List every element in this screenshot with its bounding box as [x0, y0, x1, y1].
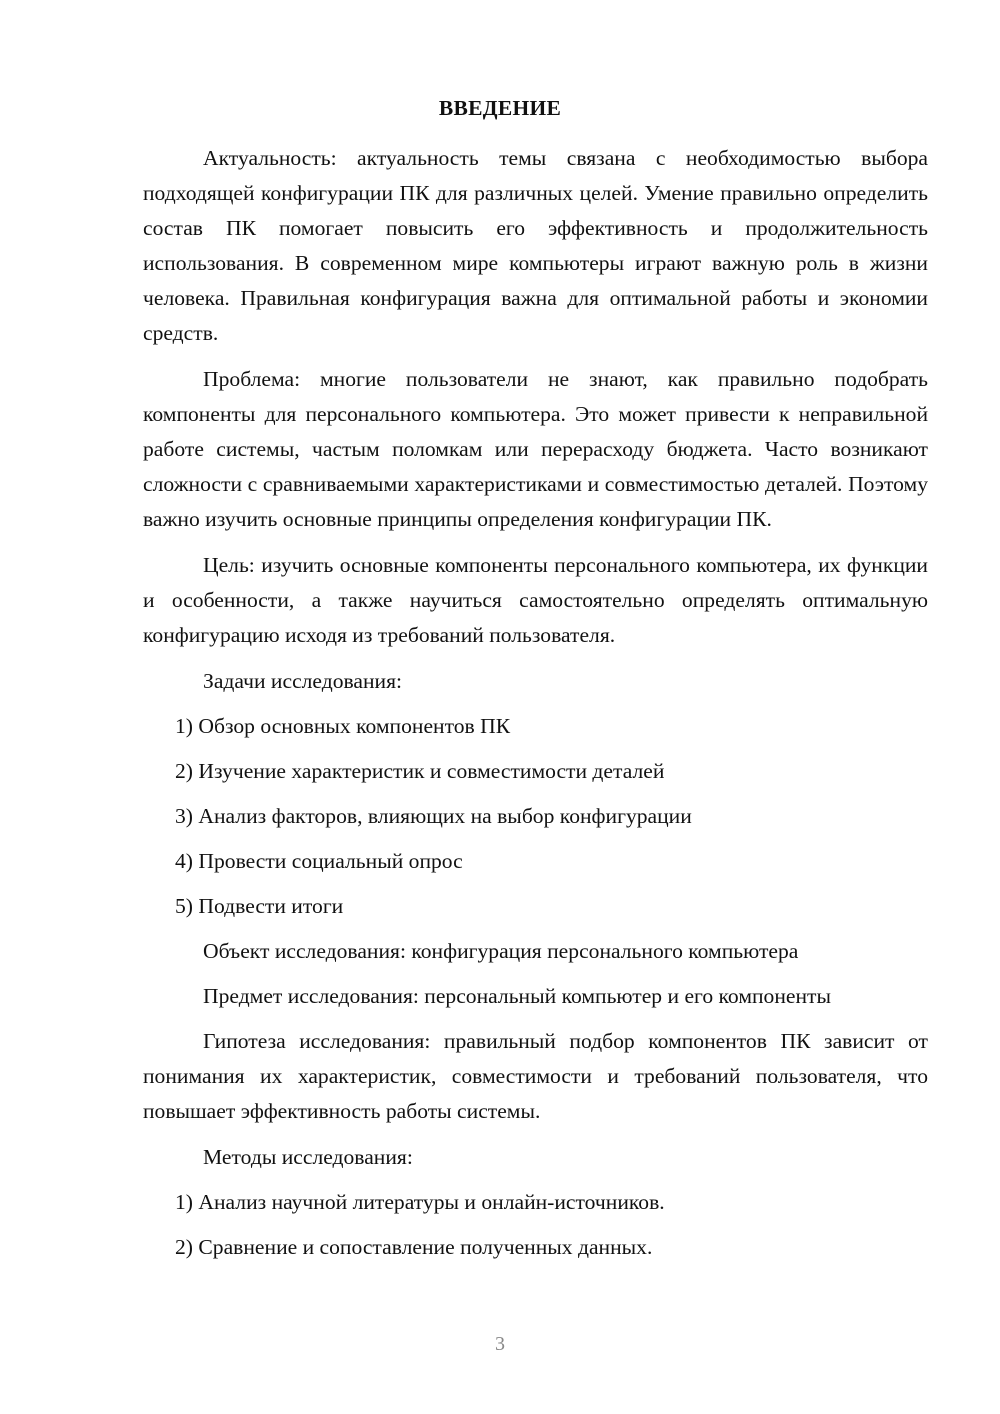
research-subject: Предмет исследования: персональный компьютер и его компоненты	[203, 984, 831, 1008]
goal-paragraph: Цель: изучить основные компоненты персонального компьютера, их функции и особенности, а также научиться самостоятельно определять оптимальную конфигурацию исходя из требований пользователя.	[143, 553, 928, 647]
problem-paragraph: Проблема: многие пользователи не знают, как правильно подобрать компоненты для персонального компьютера. Это может привести к неправильной работе системы, частым поломкам или перерасходу бюджета. Часто возникают сложности с сравниваемыми характеристиками и совместимостью деталей. Поэтому важно изучить основные принципы определения конфигурации ПК.	[143, 367, 928, 531]
method-item-2: 2) Сравнение и сопоставление полученных данных.	[175, 1235, 653, 1259]
page-number: 3	[495, 1333, 505, 1355]
task-item-5: 5) Подвести итоги	[175, 894, 344, 918]
task-item-1: 1) Обзор основных компонентов ПК	[175, 714, 511, 738]
methods-heading: Методы исследования:	[203, 1145, 413, 1169]
method-item-1: 1) Анализ научной литературы и онлайн-источников.	[175, 1190, 665, 1214]
task-item-4: 4) Провести социальный опрос	[175, 849, 463, 873]
hypothesis-paragraph: Гипотеза исследования: правильный подбор компонентов ПК зависит от понимания их характеристик, совместимости и требований пользователя, что повышает эффективность работы системы.	[143, 1029, 928, 1123]
relevance-paragraph: Актуальность: актуальность темы связана с необходимостью выбора подходящей конфигурации ПК для различных целей. Умение правильно определить состав ПК помогает повысить его эффективность и продолжительность использования. В современном мире компьютеры играют важную роль в жизни человека. Правильная конфигурация важна для оптимальной работы и экономии средств.	[143, 146, 928, 345]
page-content	[143, 141, 928, 1275]
task-item-3: 3) Анализ факторов, влияющих на выбор конфигурации	[175, 804, 692, 828]
page-title: ВВЕДЕНИЕ	[438, 96, 562, 120]
task-item-2: 2) Изучение характеристик и совместимости деталей	[175, 759, 665, 783]
tasks-heading: Задачи исследования:	[203, 669, 403, 693]
research-object: Объект исследования: конфигурация персонального компьютера	[203, 939, 799, 963]
